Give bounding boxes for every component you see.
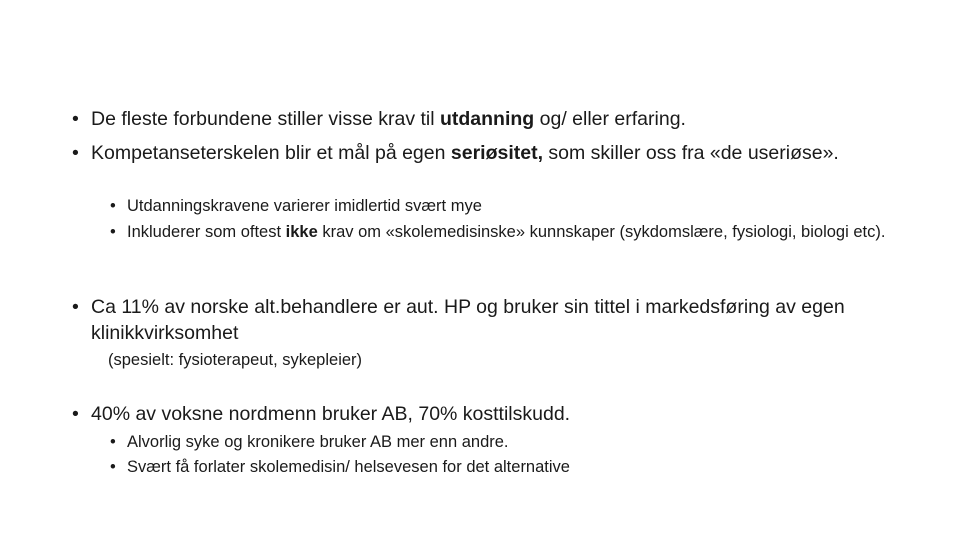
bullet-kompetanseterskel: • Kompetanseterskelen blir et mål på egen seriøsitet, som skiller oss fra «de useriøse». (72, 142, 839, 164)
bullet-dot-icon: • (110, 223, 116, 241)
sub-bullet-alvorlig-syke: • Alvorlig syke og kronikere bruker AB mer enn andre. (110, 433, 509, 451)
note-spesielt: (spesielt: fysioterapeut, sykepleier) (108, 351, 363, 369)
bullet-dot-icon: • (110, 197, 116, 215)
bullet-dot-icon: • (110, 433, 116, 451)
bullet-dot-icon: • (72, 108, 79, 130)
bullet-dot-icon: • (72, 142, 79, 164)
bullet-dot-icon: • (72, 403, 79, 425)
sub-bullet-utdanningskrav: • Utdanningskravene varierer imidlertid svært mye (110, 197, 482, 215)
bullet-aut-hp: • Ca 11% av norske alt.behandlere er aut. HP og bruker sin tittel i markedsføring av egen klinikkvirksomhet (72, 296, 845, 344)
bullet-ab-bruk: • 40% av voksne nordmenn bruker AB, 70% kosttilskudd. (72, 403, 571, 425)
bullet-dot-icon: • (110, 458, 116, 476)
bullet-dot-icon: • (72, 296, 79, 318)
sub-bullet-skolemedisin: • Inkluderer som oftest ikke krav om «skolemedisinske» kunnskaper (sykdomslære, fysiologi, biologi etc). (110, 223, 886, 241)
sub-bullet-forlater: • Svært få forlater skolemedisin/ helsevesen for det alternative (110, 458, 570, 476)
bullet-utdanning: • De fleste forbundene stiller visse krav til utdanning og/ eller erfaring. (72, 108, 686, 130)
